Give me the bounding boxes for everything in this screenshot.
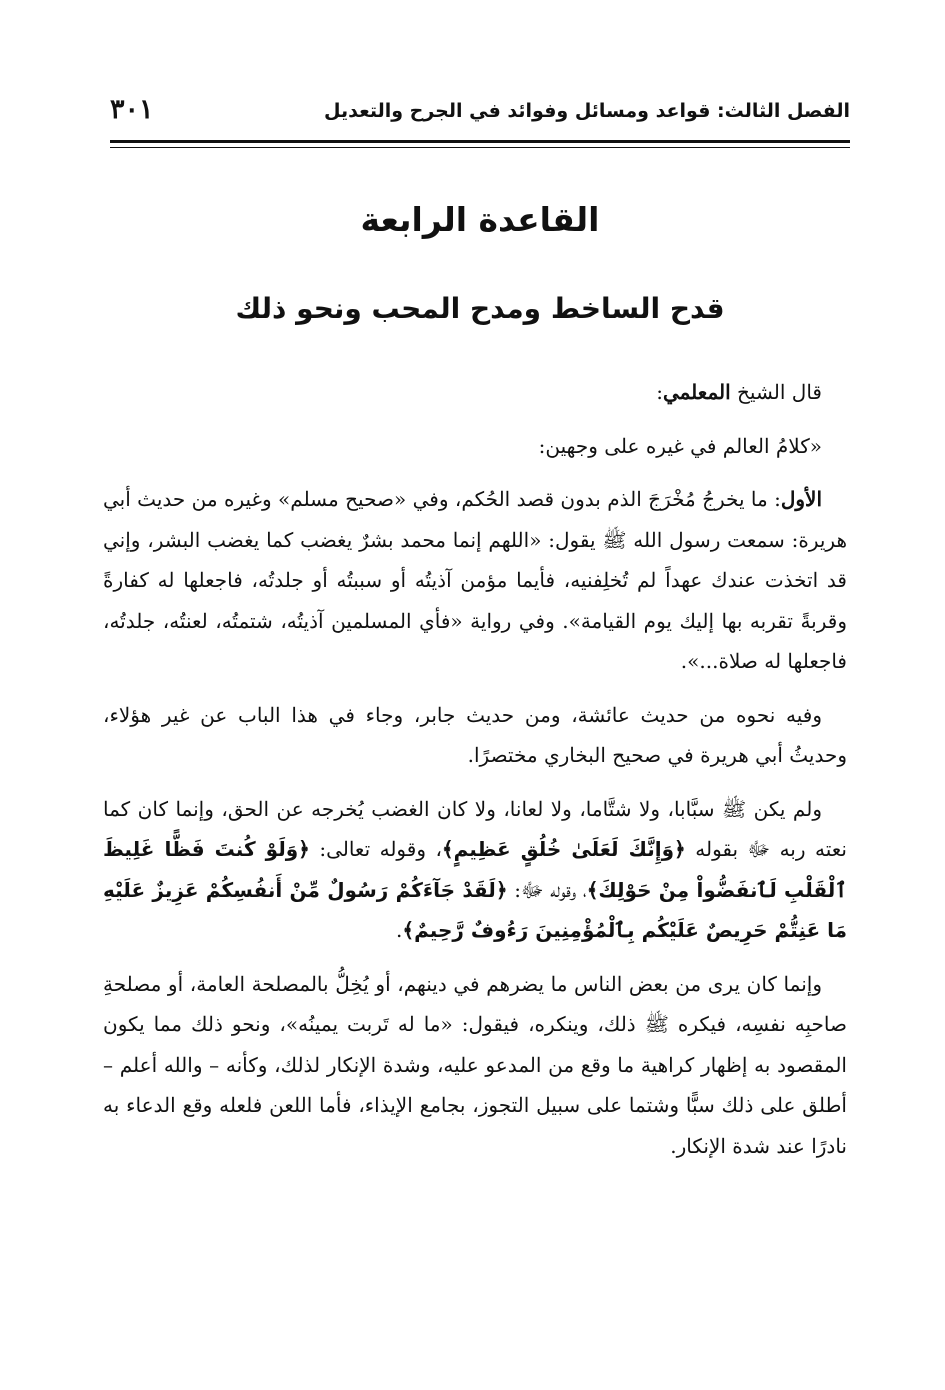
paragraph-3: [103, 789, 847, 951]
p3-part2: ، وقوله تعالى:: [309, 837, 442, 861]
running-title: الفصل الثالث: قواعد ومسائل وفوائد في الجرح والتعديل: [324, 100, 850, 122]
header-rule-thick: [110, 140, 850, 143]
first-label: الأول: [780, 487, 822, 511]
paragraph-2: وفيه نحوه من حديث عائشة، ومن حديث جابر، وجاء في هذا الباب عن غير هؤلاء، وحديثُ أبي هريرة في صحيح البخاري مختصرًا.: [103, 702, 847, 767]
quran-verse-3: ﴿لَقَدْ جَآءَكُمْ رَسُولٌ مِّنْ أَنفُسِكُمْ عَزِيزٌ عَلَيْهِ مَا عَنِتُّمْ حَرِيصٌ عَلَيْكُم بِٱلْمُؤْمِنِينَ رَءُوفٌ رَّحِيمٌ﴾: [103, 877, 847, 942]
section-title: قدح الساخط ومدح المحب ونحو ذلك: [235, 292, 725, 325]
intro-line: [103, 372, 847, 413]
quran-verse-1: ﴿وَإِنَّكَ لَعَلَىٰ خُلُقٍ عَظِيمٍ﴾: [441, 837, 686, 861]
p3-part3: ، وقوله ﷻ:: [507, 877, 587, 902]
running-header: [110, 92, 850, 132]
quote-opening: «كلامُ العالم في غيره على وجهين:: [538, 433, 822, 458]
paragraph-4: وإنما كان يرى من بعض الناس ما يضرهم في دينهم، أو يُخِلُّ بالمصلحة العامة، أو مصلحةِ صاحبِه نفسِه، فيكره ﷺ ذلك، وينكره، فيقول: «ما له تَربت يمينُه»، ونحو ذلك مما يكون المقصود به إظهار كراهية ما وقع من المدعو عليه، وشدة الإنكار لذلك، وكأنه – والله أعلم – أطلق على ذلك سبًّا وشتما على سبيل التجوز، بجامع الإيذاء، فأما اللعن فلعله وقع الدعاء به نادرًا عند شدة الإنكار.: [103, 971, 847, 1158]
quran-verse-2: ﴿وَلَوْ كُنتَ فَظًّا غَلِيظَ ٱلْقَلْبِ لَٱنفَضُّواْ مِنْ حَوْلِكَ﴾: [103, 837, 847, 902]
intro-name: المعلمي: [662, 380, 731, 404]
p3-part4: .: [396, 918, 403, 942]
paragraph-first: [103, 479, 847, 682]
chapter-title: القاعدة الرابعة: [360, 200, 600, 239]
intro-suffix: :: [656, 380, 663, 404]
p3-part1: ولم يكن ﷺ سبَّابا، ولا شتَّاما، ولا لعانا، ولا كان الغضب يُخرجه عن الحق، وإنما كان كما نعته ربه ﷻ بقوله: [103, 796, 847, 861]
page-number: ٣٠١: [110, 94, 154, 125]
intro-prefix: قال الشيخ: [730, 380, 822, 404]
header-rule-thin: [110, 147, 850, 148]
first-text: : ما يخرجُ مُخْرَجَ الذم بدون قصد الحُكم، وفي «صحيح مسلم» وغيره من حديث أبي هريرة: سمعت رسول الله ﷺ يقول: «اللهم إنما محمد بشرٌ يغضب كما يغضب البشر، وإني قد اتخذت عندك عهداً لم تُخلِفنيه، فأيما مؤمن آذيتُه أو سببتُه أو جلدتُه، فاجعلها له كفارةً وقربةً تقربه بها إليك يوم القيامة». وفي رواية «فأي المسلمين آذيتُه، شتمتُه، لعنتُه، جلدتُه، فاجعلها له صلاة...».: [103, 487, 847, 673]
body-text: [103, 372, 847, 1179]
